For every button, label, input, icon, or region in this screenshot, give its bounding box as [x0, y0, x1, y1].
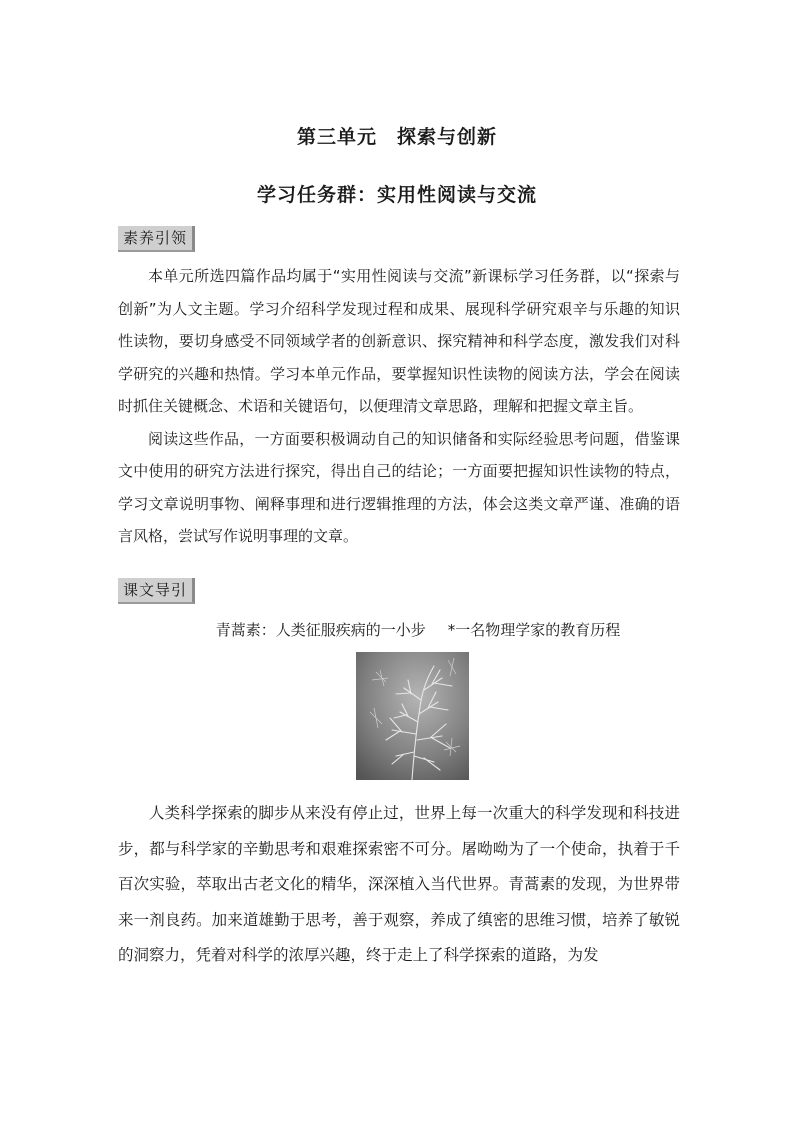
intro-paragraph-1: 本单元所选四篇作品均属于“实用性阅读与交流”新课标学习任务群，以“探索与创新”为人文主题。学习介绍科学发现过程和成果、展现科学研究艰辛与乐趣的知识性读物，要切身感受不同领域学者的创新意识、探究精神和科学态度，激发我们对科学研究的兴趣和热情。学习本单元作品，要掌握知识性读物的阅读方法，学会在阅读时抓住关键概念、术语和关键语句，以便理清文章思路，理解和把握文章主旨。: [118, 267, 680, 415]
unit-title: 第三单元 探索与创新: [296, 126, 497, 148]
lesson-lead-text: [118, 796, 680, 974]
artemisia-plant-photo: [356, 652, 469, 780]
intro-text: [118, 260, 680, 553]
task-group-title: 学习任务群：实用性阅读与交流: [256, 184, 537, 206]
lesson-titles: [118, 618, 718, 642]
lesson-title-1: 青蒿素：人类征服疾病的一小步: [215, 621, 426, 639]
intro-paragraph-2: 阅读这些作品，一方面要积极调动自己的知识储备和实际经验思考问题，借鉴课文中使用的研究方法进行探究，得出自己的结论；一方面要把握知识性读物的特点，学习文章说明事物、阐释事理和进行逻辑推理的方法，体会这类文章严谨、准确的语言风格，尝试写作说明事理的文章。: [118, 429, 680, 545]
lesson-title-2: *一名物理学家的教育历程: [447, 621, 621, 639]
section-tag-lesson-guide: 课文导引: [118, 578, 195, 604]
section-tag-literacy: 素养引领: [118, 226, 195, 252]
lead-paragraph: 人类科学探索的脚步从来没有停止过，世界上每一次重大的科学发现和科技进步，都与科学家的辛勤思考和艰难探索密不可分。屠呦呦为了一个使命，执着于千百次实验，萃取出古老文化的精华，深深植入当代世界。青蒿素的发现，为世界带来一剂良药。加来道雄勤于思考，善于观察，养成了缜密的思维习惯，培养了敏锐的洞察力，凭着对科学的浓厚兴趣，终于走上了科学探索的道路，为发: [118, 804, 680, 964]
